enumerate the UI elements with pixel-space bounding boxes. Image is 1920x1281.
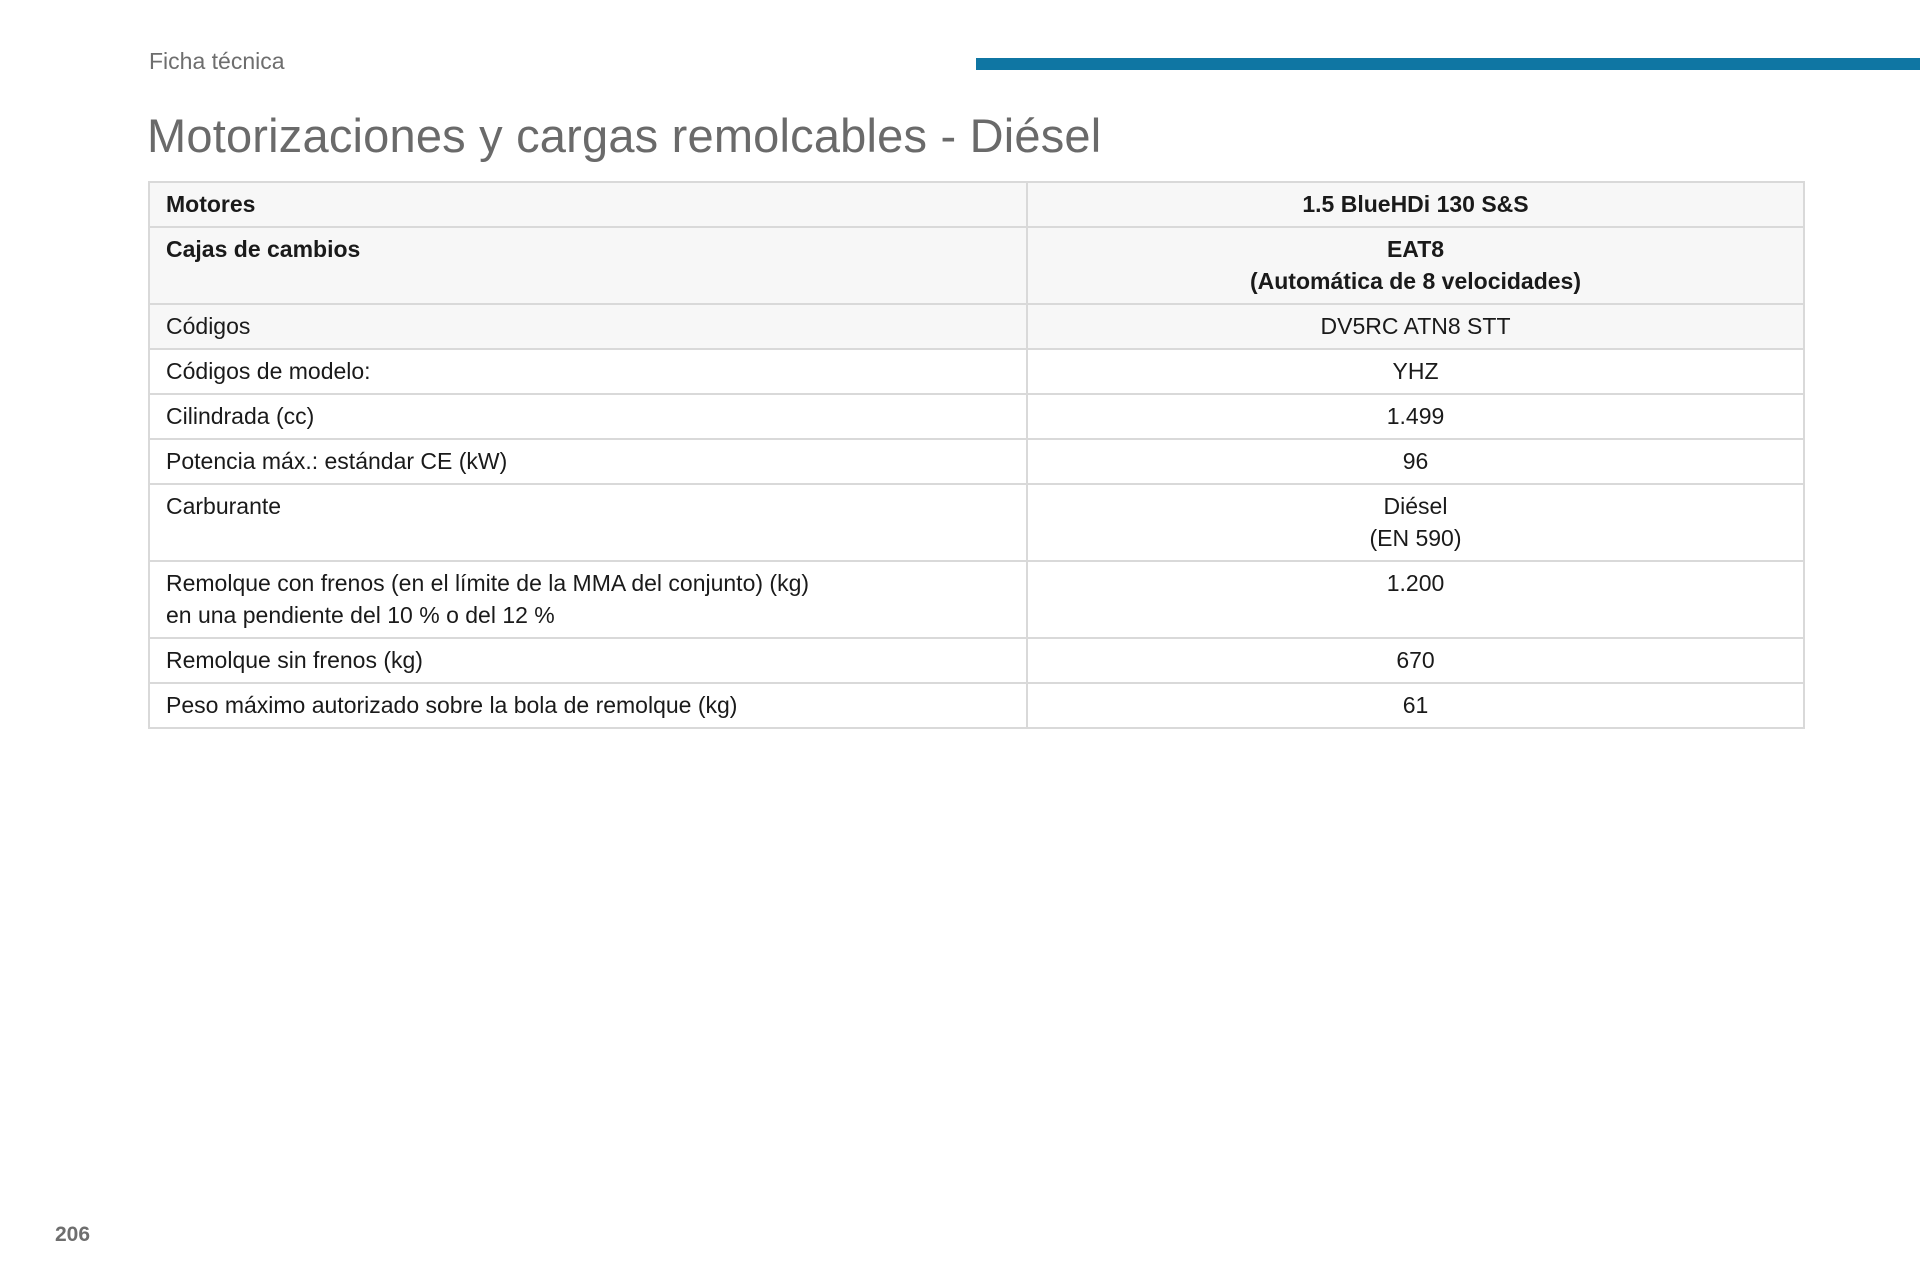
row-value-text: (EN 590) <box>1369 525 1462 551</box>
row-label <box>149 349 1027 394</box>
row-value <box>1027 484 1804 561</box>
row-value-text: (Automática de 8 velocidades) <box>1249 268 1582 294</box>
row-value-text: 1.5 BlueHDi 130 S&S <box>1302 191 1529 217</box>
row-value-text: EAT8 <box>1386 236 1445 262</box>
table-row <box>149 638 1804 683</box>
row-label <box>149 439 1027 484</box>
row-label-text: Códigos <box>166 313 251 339</box>
table-row <box>149 227 1804 304</box>
row-value-text: DV5RC ATN8 STT <box>1320 313 1511 339</box>
row-label-text: Códigos de modelo: <box>166 358 371 384</box>
row-label <box>149 394 1027 439</box>
row-value <box>1027 683 1804 728</box>
row-label-text: Cajas de cambios <box>166 236 361 262</box>
section-label: Ficha técnica <box>149 48 285 74</box>
row-label-text: Peso máximo autorizado sobre la bola de remolque (kg) <box>166 692 738 718</box>
row-label-text: Potencia máx.: estándar CE (kW) <box>166 448 508 474</box>
row-value-text: 1.499 <box>1386 403 1445 429</box>
row-label-text: Carburante <box>166 493 282 519</box>
row-value <box>1027 182 1804 227</box>
row-value <box>1027 227 1804 304</box>
row-label <box>149 561 1027 638</box>
row-label-text: Motores <box>166 191 256 217</box>
row-label <box>149 304 1027 349</box>
table-row <box>149 182 1804 227</box>
row-value <box>1027 439 1804 484</box>
row-value <box>1027 638 1804 683</box>
row-value-text: 670 <box>1396 647 1435 673</box>
table-row <box>149 561 1804 638</box>
table-row <box>149 439 1804 484</box>
row-value <box>1027 349 1804 394</box>
row-value-text: Diésel <box>1383 493 1448 519</box>
row-value-text: 1.200 <box>1386 570 1445 596</box>
table-row <box>149 484 1804 561</box>
page-number: 206 <box>55 1223 91 1246</box>
table-row <box>149 394 1804 439</box>
row-value-text: 96 <box>1402 448 1429 474</box>
table-row <box>149 349 1804 394</box>
row-value <box>1027 561 1804 638</box>
row-label-text: Remolque con frenos (en el límite de la MMA del conjunto) (kg) <box>166 570 810 596</box>
row-label <box>149 683 1027 728</box>
table-row <box>149 683 1804 728</box>
row-label-text: en una pendiente del 10 % o del 12 % <box>166 602 555 628</box>
row-label-text: Remolque sin frenos (kg) <box>166 647 423 673</box>
row-label <box>149 484 1027 561</box>
spec-table <box>148 181 1805 729</box>
row-label-text: Cilindrada (cc) <box>166 403 315 429</box>
row-label <box>149 182 1027 227</box>
row-value-text: YHZ <box>1392 358 1439 384</box>
table-row <box>149 304 1804 349</box>
page-title: Motorizaciones y cargas remolcables - Diésel <box>147 109 1102 162</box>
row-label <box>149 638 1027 683</box>
row-label <box>149 227 1027 304</box>
row-value <box>1027 394 1804 439</box>
header-accent-bar <box>976 58 1920 70</box>
row-value <box>1027 304 1804 349</box>
row-value-text: 61 <box>1402 692 1429 718</box>
